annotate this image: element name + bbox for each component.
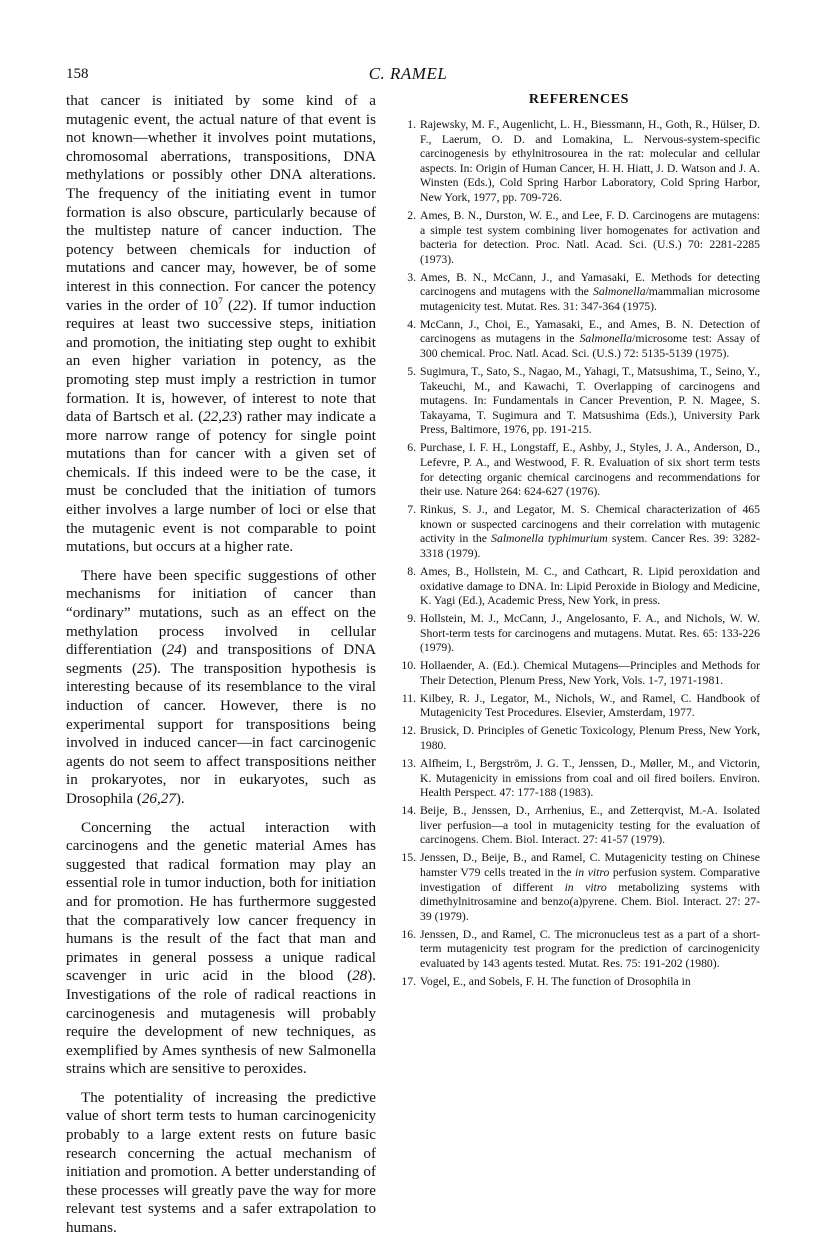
reference-item: 17. Vogel, E., and Sobels, F. H. The function of Drosophila in [401, 974, 691, 988]
reference-item: 3. Ames, B. N., McCann, J., and Yamasaki, E. Methods for detecting carcinogens and mutagens with the Salmonella/mammalian microsome mutagenicity test. Mutat. Res. 31: 347-364 (1975). [407, 270, 760, 313]
page-header [0, 66, 816, 88]
reference-item: 4. McCann, J., Choi, E., Yamasaki, E., and Ames, B. N. Detection of carcinogens as mutagens in the Salmonella/microsome test: Assay of 300 chemical. Proc. Natl. Acad. Sci. (U.S.) 72: 5135-5139 (1975). [407, 317, 760, 361]
reference-item: 10. Hollaender, A. (Ed.). Chemical Mutagens—Principles and Methods for Their Detection, Plenum Press, New York, Vols. 1-7, 1971-1981. [401, 659, 760, 687]
reference-item: 8. Ames, B., Hollstein, M. C., and Cathcart, R. Lipid peroxidation and oxidative damage to DNA. In: Lipid Peroxide in Biology and Medicine, K. Yagi (Ed.), Academic Press, New York, in press. [407, 564, 760, 608]
reference-item: 12. Brusick, D. Principles of Genetic Toxicology, Plenum Press, New York, 1980. [401, 724, 760, 753]
citation: 25 [137, 660, 153, 677]
reference-item: 1. Rajewsky, M. F., Augenlicht, L. H., Biessmann, H., Goth, R., Hülser, D. F., Laerum, O. D. and Lomakina, L. Nervous-system-specific carcinogenesis by ethylnitrosourea in the rat: molecular and cellular aspects. In: Origin of Human Cancer, H. H. Hiatt, J. D. Watson and J. A. Winsten (Eds.), Cold Spring Harbor Laboratory, Cold Spring Harbor, New York, 1977, pp. 709-726. [407, 118, 760, 204]
reference-item: 15. Jenssen, D., Beije, B., and Ramel, C. Mutagenicity testing on Chinese hamster V79 cells treated in the in vitro perfusion system. Comparative investigation of different in vitro metabolizing systems with dimethylnitrosamine and benzo(a)pyrene. Chem. Biol. Interact. 27: 27-39 (1979). [401, 851, 761, 923]
body-text-column [66, 92, 376, 1238]
page-number: 158 [66, 66, 89, 82]
citation: 22 [233, 297, 249, 314]
paragraph-3: Concerning the actual interaction with carcinogens and the genetic material Ames has suggested that radical formation may play an essential role in tumor induction, both for initiation and for promotion. He has furthermore suggested that the comparatively low cancer frequency in humans is the result of the fact that man and primates in general possess a unique radical scavenger in uric acid in the blood (28). Investigations of the role of radical reactions in carcinogenesis and mutagenesis will probably require the development of new techniques, as exemplified by Ames synthesis of new Salmonella strains which are sensitive to peroxides. [66, 819, 376, 1078]
paragraph-4: The potentiality of increasing the predictive value of short term tests to human carcinogenicity probably to a large extent rests on future basic research concerning the actual mechanism of initiation and promotion. A better understanding of these processes will greatly pave the way for more relevant test systems and a safer extrapolation to humans. [66, 1089, 376, 1237]
paragraph-2: There have been specific suggestions of other mechanisms for initiation of cancer than “ordinary” mutations, such as an effect on the methylation process involved in cellular differentiation (24) and transpositions of DNA segments (25). The transposition hypothesis is interesting because of its resemblance to the viral induction of cancer. However, there is no experimental support for transpositions being involved in induced cancer—in fact carcinogenic agents do not seem to affect transpositions neither in prokaryotes, nor in eukaryotes, such as Drosophila (26,27). [66, 567, 377, 807]
citation: 26,27 [141, 790, 176, 807]
references-heading: REFERENCES [528, 92, 630, 107]
paragraph-1: that cancer is initiated by some kind of a mutagenic event, the actual nature of that event is not known—whether it involves point mutations, chromosomal aberrations, transpositions, DNA methylations or possibly other DNA alterations. The frequency of the initiating event in tumor formation is also obscure, particularly because of the multistep nature of cancer induction. The potency between chemicals for induction of mutations and cancer may, however, be of some interest in this connection. For cancer the potency varies in the order of $10^7$ (22). If tumor induction requires at least two successive steps, initiation and promotion, the initiating step ought to exhibit an even higher variation in potency, as the promoting step must imply a restriction in tumor formation. It is, however, of interest to note that data of Bartsch et al. (22,23) rather may indicate a more narrow range of potency for single point mutations than for cancer with a given set of chemicals. If this indeed were to be the case, it must be concluded that the initiation of tumors either involves a large number of loci or else that the mutagenic event is not comparable to point mutations, but occurs at a higher rate. [66, 93, 376, 556]
reference-item: 11. Kilbey, R. J., Legator, M., Nichols, W., and Ramel, C. Handbook of Mutagenicity Test Procedures. Elsevier, Amsterdam, 1977. [401, 691, 760, 720]
reference-item: 5. Sugimura, T., Sato, S., Nagao, M., Yahagi, T., Matsushima, T., Seino, Y., Takeuchi, M., and Kawachi, T. Overlapping of carcinogens and mutagens. In: Fundamentals in Cancer Prevention, P. N. Magee, S. Takayama, T. Sugimura and T. Matsushima (Eds.), University Park Press, Baltimore, 1976, pp. 191-215. [407, 365, 760, 437]
reference-item: 6. Purchase, I. F. H., Longstaff, E., Ashby, J., Styles, J. A., Anderson, D., Lefevre, P. A., and Westwood, F. R. Evaluation of six short term tests for detecting organic chemical carcinogens and recommendations for their use. Nature 264: 624-627 (1976). [407, 441, 760, 499]
reference-item: 7. Rinkus, S. J., and Legator, M. S. Chemical characterization of 465 known or suspected carcinogens and their correlation with mutagenic activity in the Salmonella typhimurium system. Cancer Res. 39: 3282-3318 (1979). [407, 503, 760, 560]
citation: 28 [352, 968, 368, 985]
citation: 22,23 [203, 409, 238, 426]
reference-item: 9. Hollstein, M. J., McCann, J., Angelosanto, F. A., and Nichols, W. W. Short-term tests for carcinogens and mutagens. Mutat. Res. 65: 133-226 (1979). [407, 612, 760, 655]
reference-item: 14. Beije, B., Jenssen, D., Arrhenius, E., and Zetterqvist, M.-A. Isolated liver perfusion—a tool in mutagenicity testing for the evaluation of carcinogens. Chem. Biol. Interact. 27: 41-57 (1979). [401, 804, 760, 847]
citation: 24 [166, 642, 182, 659]
reference-item: 2. Ames, B. N., Durston, W. E., and Lee, F. D. Carcinogens are mutagens: a simple test system combining liver homogenates for activation and bacteria for detection. Proc. Natl. Acad. Sci. (U.S.) 70: 2281-2285 (1973). [407, 208, 760, 266]
reference-list [398, 118, 760, 990]
running-head: C. RAMEL [368, 64, 448, 83]
reference-item: 16. Jenssen, D., and Ramel, C. The micronucleus test as a part of a short-term mutagenicity test program for the prediction of carcinogenicity evaluated by 143 agents tested. Mutat. Res. 75: 191-202 (1980). [401, 927, 760, 970]
references-column [398, 92, 760, 993]
reference-item: 13. Alfheim, I., Bergström, J. G. T., Jenssen, D., Møller, M., and Victorin, K. Mutagenicity in emissions from coal and oil fired boilers. Environ. Health Perspect. 47: 177-188 (1983). [401, 757, 760, 800]
